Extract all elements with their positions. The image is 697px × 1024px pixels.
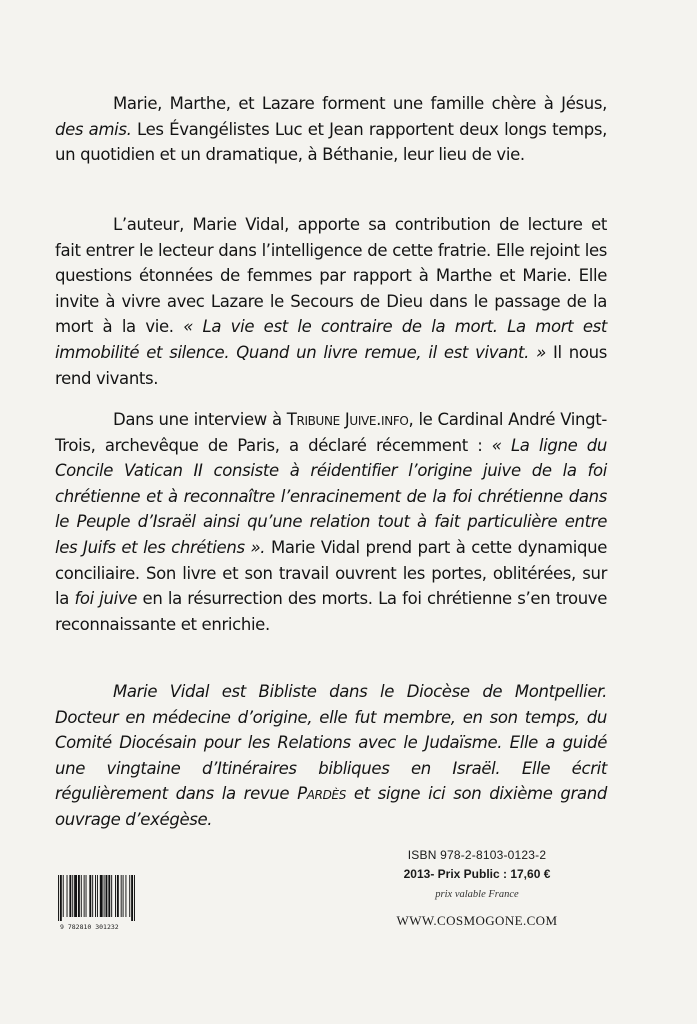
intro-text-c: Les Évangélistes Luc et Jean rapportent deux longs temps, un quotidien et un dramatique, à Béthanie, leur lieu de vie. xyxy=(55,119,607,165)
paragraph-interview xyxy=(55,407,607,637)
interview-text-c: , le Cardinal André Vingt-Trois, archevêque de Paris, a déclaré récemment : xyxy=(55,410,607,455)
barcode-digits: 9 782810 301232 xyxy=(60,923,119,931)
paragraph-intro xyxy=(55,91,607,168)
author-text-a: L’auteur, Marie Vidal, apporte sa contribution de lecture et fait entrer le lecteur dans l’intelligence de cette fratrie. Elle rejoint les questions étonnées de femmes par rapport à Marthe et Marie. Elle invite à vivre avec Lazare le Secours de Dieu dans le passage de la mort à la vie. xyxy=(55,215,607,337)
interview-source: Tribune Juive.info xyxy=(286,410,409,429)
interview-text-italic: foi juive xyxy=(74,589,138,609)
bio-text-c: et signe ici son dixième grand ouvrage d’exégèse. xyxy=(55,784,607,829)
intro-text-a: Marie, Marthe, et Lazare forment une famille chère à Jésus, xyxy=(113,94,607,113)
bio-journal: Pardès xyxy=(297,784,346,804)
public-price: 2013- Prix Public : 17,60 € xyxy=(403,867,551,881)
bio-text-a: Marie Vidal est Bibliste dans le Diocèse de Montpellier. Docteur en médecine d’origine, elle fut membre, en son temps, du Comité Diocésain pour les Relations avec le Judaïsme. Elle a guidé une vingtaine d’Itinéraires bibliques en Israël. Elle écrit régulièrement dans la revue xyxy=(55,682,607,804)
isbn-number: ISBN 978-2-8103-0123-2 xyxy=(407,848,547,862)
author-text-c: Il nous rend vivants. xyxy=(55,342,607,388)
interview-text-e: Marie Vidal prend part à cette dynamique conciliaire. Son livre et son travail ouvrent les portes, oblitérées, sur la xyxy=(55,537,607,609)
paragraph-biography xyxy=(55,679,607,833)
barcode-image xyxy=(56,873,168,931)
interview-quote: « La ligne du Concile Vatican II consiste à réidentifier l’origine juive de la foi chrétienne et à reconnaître l’enracinement de la foi chrétienne dans le Peuple d’Israël ainsi qu’une relation tout à fait particulière entre les Juifs et les chrétiens ». xyxy=(55,435,607,557)
publisher-website: WWW.COSMOGONE.COM xyxy=(396,913,558,928)
interview-text-g: en la résurrection des morts. La foi chrétienne s’en trouve reconnaissante et enrichie. xyxy=(55,589,608,634)
author-quote: « La vie est le contraire de la mort. La mort est immobilité et silence. Quand un livre remue, il est vivant. » xyxy=(55,317,607,362)
interview-text-a: Dans une interview à xyxy=(113,410,287,429)
price-validity: prix valable France xyxy=(435,889,519,900)
paragraph-author xyxy=(55,212,607,391)
intro-text-italic: des amis. xyxy=(55,119,132,139)
